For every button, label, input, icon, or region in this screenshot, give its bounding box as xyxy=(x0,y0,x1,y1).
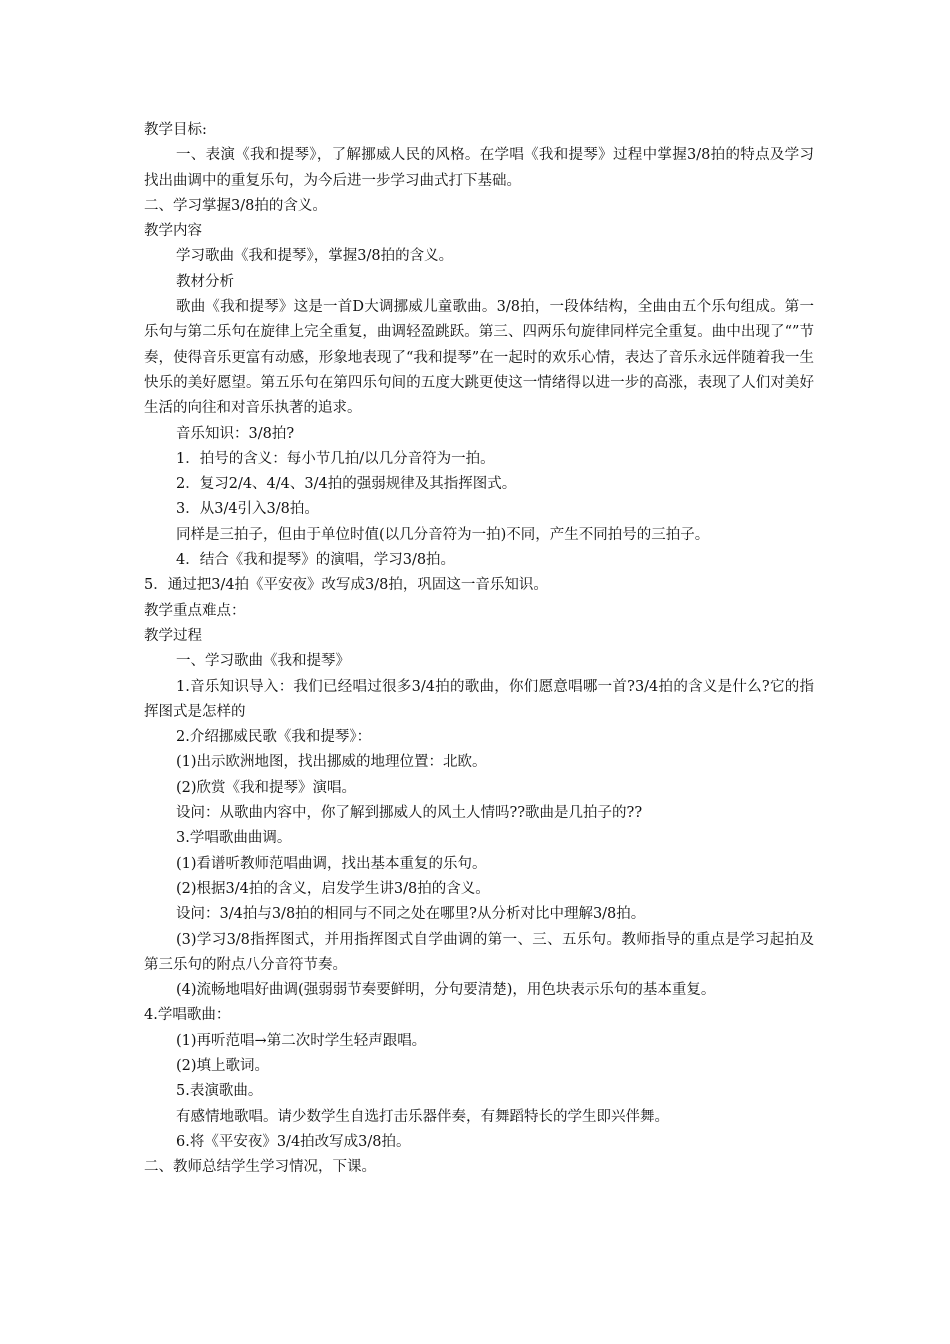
paragraph: 3.学唱歌曲曲调。 xyxy=(176,830,292,847)
paragraph: 教学目标: xyxy=(144,122,207,138)
paragraph: 3．从3/4引入3/8拍。 xyxy=(176,501,319,518)
paragraph: 同样是三拍子，但由于单位时值(以几分音符为一拍)不同，产生不同拍号的三拍子。 xyxy=(176,526,710,543)
paragraph: 6.将《平安夜》3/4拍改写成3/8拍。 xyxy=(176,1133,411,1150)
paragraph: 4.学唱歌曲： xyxy=(144,1007,231,1024)
paragraph: 教材分析 xyxy=(176,273,234,290)
paragraph: 音乐知识：3/8拍? xyxy=(176,425,295,442)
paragraph: 一、学习歌曲《我和提琴》 xyxy=(176,653,350,670)
paragraph: (3)学习3/8指挥图式，并用指挥图式自学曲调的第一、三、五乐句。教师指导的重点是学习起拍及第三乐句的附点八分音符节奏。 xyxy=(144,931,814,973)
paragraph: (1)再听范唱→第二次时学生轻声跟唱。 xyxy=(176,1032,427,1049)
paragraph: (1)看谱听教师范唱曲调，找出基本重复的乐句。 xyxy=(176,855,487,872)
paragraph: (2)根据3/4拍的含义，启发学生讲3/8拍的含义。 xyxy=(176,880,490,897)
paragraph: 2.介绍挪威民歌《我和提琴》： xyxy=(176,729,372,746)
paragraph: 1．拍号的含义：每小节几拍/以几分音符为一拍。 xyxy=(176,450,495,467)
paragraph: (1)出示欧洲地图，找出挪威的地理位置：北欧。 xyxy=(176,754,487,771)
paragraph: 1.音乐知识导入：我们已经唱过很多3/4拍的歌曲，你们愿意唱哪一首?3/4拍的含义是什么?它的指挥图式是怎样的 xyxy=(144,678,814,720)
paragraph: 5．通过把3/4拍《平安夜》改写成3/8拍，巩固这一音乐知识。 xyxy=(144,577,548,594)
paragraph: 学习歌曲《我和提琴》，掌握3/8拍的含义。 xyxy=(176,248,454,265)
paragraph: (4)流畅地唱好曲调(强弱弱节奏要鲜明，分句要清楚)，用色块表示乐句的基本重复。 xyxy=(176,982,716,999)
paragraph: 设问：3/4拍与3/8拍的相同与不同之处在哪里?从分析对比中理解3/8拍。 xyxy=(176,906,646,923)
paragraph: 教学内容 xyxy=(144,223,202,240)
paragraph: 教学重点难点： xyxy=(144,602,246,619)
paragraph: 二、学习掌握3/8拍的含义。 xyxy=(144,197,327,214)
paragraph: (2)填上歌词。 xyxy=(176,1057,270,1074)
document-body xyxy=(144,118,814,1180)
paragraph: 歌曲《我和提琴》这是一首D大调挪威儿童歌曲。3/8拍，一段体结构，全曲由五个乐句组成。第一乐句与第二乐句在旋律上完全重复，曲调轻盈跳跃。第三、四两乐句旋律同样完全重复。曲中出现了“”节奏，使得音乐更富有动感，形象地表现了“我和提琴”在一起时的欢乐心情，表达了音乐永远伴随着我一生快乐的美好愿望。第五乐句在第四乐句间的五度大跳更使这一情绪得以进一步的高涨，表现了人们对美好生活的向往和对音乐执著的追求。 xyxy=(144,299,814,417)
paragraph: 设问：从歌曲内容中，你了解到挪威人的风土人情吗??歌曲是几拍子的?? xyxy=(176,805,643,822)
paragraph: 有感情地歌唱。请少数学生自选打击乐器伴奏，有舞蹈特长的学生即兴伴舞。 xyxy=(176,1108,669,1125)
paragraph: 二、教师总结学生学习情况，下课。 xyxy=(144,1159,376,1176)
paragraph: 教学过程 xyxy=(144,627,202,644)
paragraph: 2．复习2/4、4/4、3/4拍的强弱规律及其指挥图式。 xyxy=(176,476,517,493)
paragraph: 一、表演《我和提琴》，了解挪威人民的风格。在学唱《我和提琴》过程中掌握3/8拍的特点及学习找出曲调中的重复乐句，为今后进一步学习曲式打下基础。 xyxy=(144,147,814,189)
paragraph: 4．结合《我和提琴》的演唱，学习3/8拍。 xyxy=(176,552,456,569)
paragraph: 5.表演歌曲。 xyxy=(176,1083,263,1100)
paragraph: (2)欣赏《我和提琴》演唱。 xyxy=(176,779,357,796)
